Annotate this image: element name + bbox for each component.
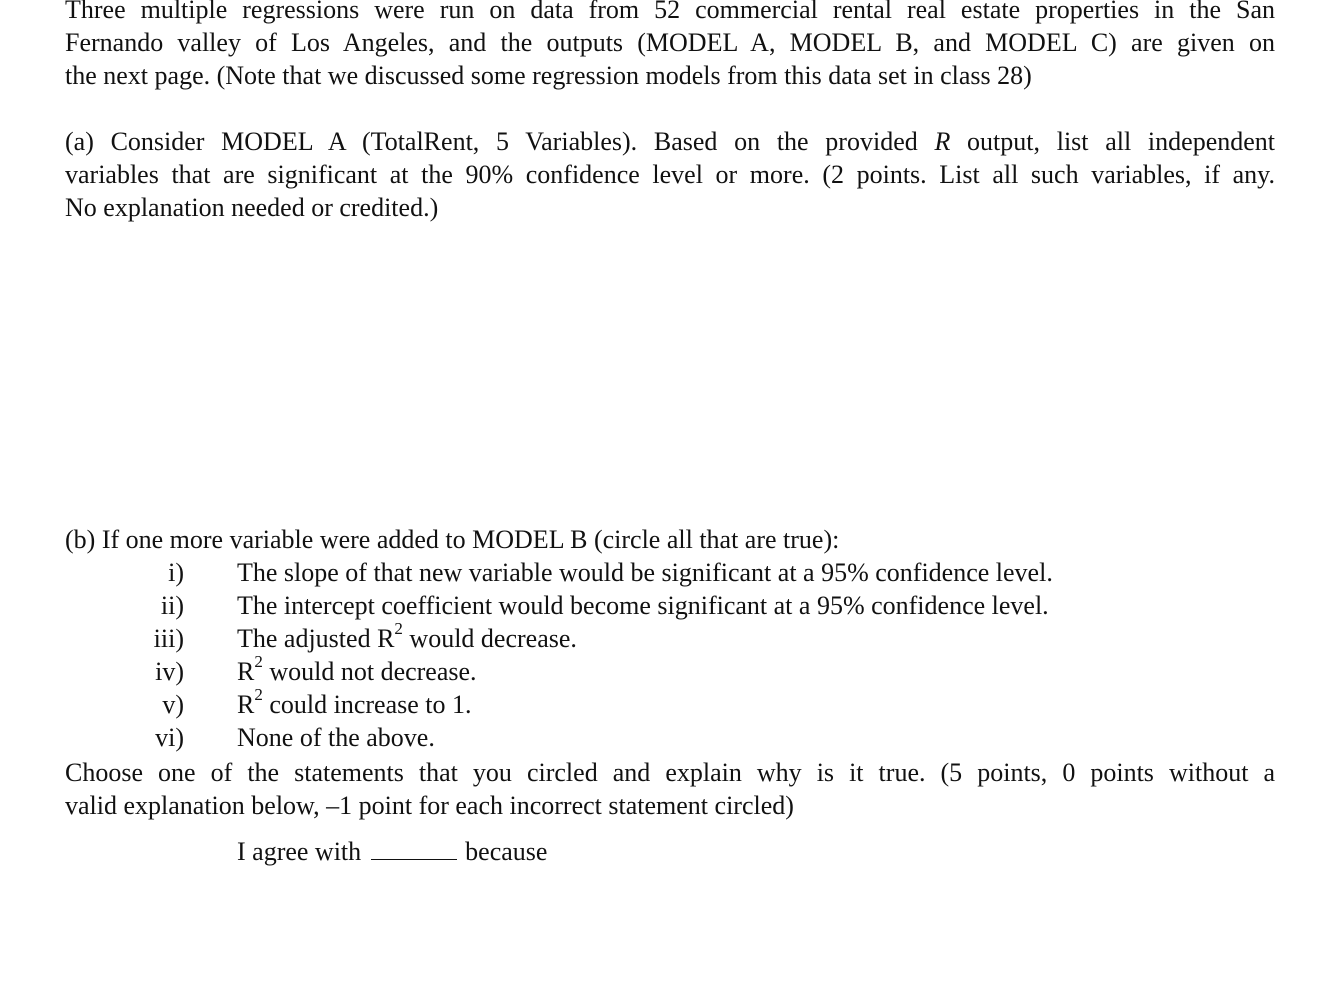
instructions-line: Choose one of the statements that you circled and explain why is it true. (5 points, 0 points without a	[65, 758, 1275, 787]
superscript: 2	[394, 619, 403, 639]
option-text	[237, 652, 477, 688]
option-text: The intercept coefficient would become significant at a 95% confidence level.	[237, 591, 1049, 620]
option-numeral: iv)	[155, 657, 184, 686]
part-b-lead-text: (b) If one more variable were added to MODEL B (circle all that are true):	[65, 525, 840, 554]
answer-blank[interactable]	[371, 837, 457, 860]
superscript: 2	[254, 652, 263, 672]
option-numeral: vi)	[155, 723, 184, 752]
intro-line: Fernando valley of Los Angeles, and the outputs (MODEL A, MODEL B, and MODEL C) are given on	[65, 28, 1275, 57]
option-i[interactable]	[0, 556, 1330, 589]
explanation-instructions	[65, 756, 1275, 822]
part-a-line: variables that are significant at the 90% confidence level or more. (2 points. List all such variables, if any.	[65, 160, 1275, 189]
option-numeral: v)	[162, 690, 184, 719]
instructions-line: valid explanation below, –1 point for each incorrect statement circled)	[65, 791, 794, 820]
option-text-part: would not decrease.	[262, 657, 477, 686]
option-ii[interactable]	[0, 589, 1330, 622]
agree-suffix: because	[465, 837, 548, 866]
option-numeral: iii)	[153, 624, 184, 653]
agree-prefix: I agree with	[237, 837, 362, 866]
option-iii[interactable]	[0, 619, 1330, 655]
question-part-b-lead	[65, 523, 1275, 556]
option-text-part: could increase to 1.	[262, 690, 472, 719]
option-text	[237, 619, 577, 655]
intro-line: Three multiple regressions were run on data from 52 commercial rental real estate properties in the San	[65, 0, 1275, 24]
option-text: The slope of that new variable would be significant at a 95% confidence level.	[237, 558, 1053, 587]
part-a-line	[65, 125, 1275, 158]
option-v[interactable]	[0, 685, 1330, 721]
superscript: 2	[254, 685, 263, 705]
option-iv[interactable]	[0, 652, 1330, 688]
option-text-part: R	[237, 657, 255, 686]
option-text-part: would decrease.	[402, 624, 577, 653]
intro-line: the next page. (Note that we discussed some regression models from this data set in class 28)	[65, 61, 1032, 90]
option-text: None of the above.	[237, 723, 435, 752]
option-vi[interactable]	[0, 721, 1330, 754]
question-part-a	[65, 125, 1275, 224]
option-text	[237, 685, 472, 721]
part-a-text: (a) Consider MODEL A (TotalRent, 5 Variables). Based on the provided	[65, 127, 935, 156]
part-a-text: output, list all independent	[950, 127, 1275, 156]
option-numeral: ii)	[160, 591, 184, 620]
option-text-part: R	[237, 690, 255, 719]
r-software-name: R	[934, 127, 951, 156]
answer-line	[237, 835, 547, 868]
option-numeral: i)	[168, 558, 184, 587]
intro-paragraph	[65, 0, 1275, 92]
option-text-part: The adjusted R	[237, 624, 395, 653]
part-a-line: No explanation needed or credited.)	[65, 193, 439, 222]
